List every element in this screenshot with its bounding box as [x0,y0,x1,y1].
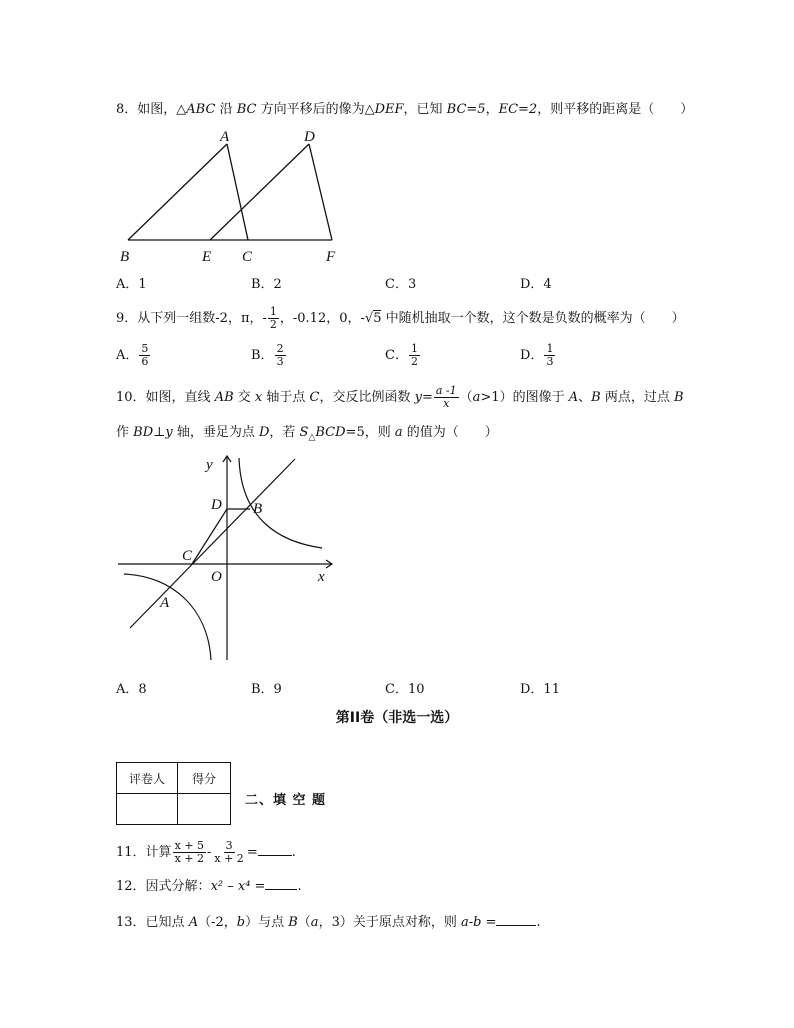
q8-option-b[interactable]: B．2 [251,277,282,292]
q11-equals: = [246,845,258,860]
q11-text: 计算 [145,845,172,860]
q13-text: ）与点 [245,915,289,930]
q10-text: =5，则 [345,425,395,440]
q13-expression: a-b [460,915,482,930]
score-table [116,762,231,825]
option-fraction [139,343,150,368]
fraction-denominator: 6 [141,355,149,368]
q10-line-ab [130,459,295,628]
q9-option-b[interactable] [251,343,287,368]
fraction-numerator: 1 [410,342,418,355]
q10-area-subscript: △ [308,432,316,443]
fraction-numerator: 1 [269,305,277,318]
q13-equals: = [481,915,497,930]
q10-label-c: C [182,548,193,564]
q9-text: ，-0.12，0，- [279,311,365,326]
q8-label-f: F [326,249,336,265]
option-fraction [409,343,420,368]
q10-label-d: D [211,497,222,513]
q8-text: 沿 [215,102,237,117]
q9-option-d[interactable] [520,343,556,368]
q10-hyperbola-branch-2 [124,574,211,660]
score-table-cell-score[interactable] [178,794,231,825]
q10-segment-bd: BD⊥ [133,425,166,440]
q10-option-c[interactable]: C．10 [385,682,425,697]
q10-text: 轴，垂足为点 [172,425,259,440]
q10-number: 10． [116,390,146,405]
option-label: B． [251,348,274,363]
q9-number: 9． [116,311,138,326]
q8-label-b: B [120,249,130,265]
option-label: C． [385,348,408,363]
q8-option-a[interactable]: A．1 [116,277,147,292]
q10-var-a: a [472,390,481,405]
q8-label-c: C [242,249,253,265]
q10-text: 轴于点 [262,390,310,405]
q13-number: 13． [116,915,146,930]
q8-side-bc: BC [236,102,257,117]
q8-label-e: E [202,249,212,265]
q10-line-ab: AB [214,390,234,405]
q10-label-a: A [160,595,170,611]
q10-point-b: B [591,390,601,405]
score-table-header-grader: 评卷人 [117,763,178,794]
q11-stem [116,840,296,865]
option-fraction [544,343,555,368]
q13-text: （-2， [198,915,237,930]
q10-label-b: B [253,501,263,517]
q13-text: ，3）关于原点对称，则 [318,915,461,930]
q10-text: 两点，过点 [600,390,674,405]
q8-label-a: A [220,129,230,145]
section-title: 第II卷（非选一选） [335,710,459,726]
q10-text: ，交反比例函数 [319,390,415,405]
q10-text: 的值为（ ） [402,425,498,440]
q9-text: 从下列一组数-2，π，- [137,311,267,326]
fraction-numerator: x + 5 [174,839,204,852]
q13-var-b: b [236,915,246,930]
sqrt-icon: √ [364,311,374,326]
q13-var-a: a [310,915,319,930]
q10-text: （ [459,390,473,405]
fraction-denominator: x [443,397,450,410]
q10-func-y: y [414,390,422,405]
q10-text: 如图，直线 [145,390,215,405]
q8-text: 如图， [137,102,177,117]
q9-fraction-half [268,306,279,331]
fraction-denominator: 2 [410,355,418,368]
q13-text: （ [297,915,311,930]
q9-sqrt-argument: 5 [373,311,382,326]
fraction-numerator: 5 [141,342,149,355]
q10-point-b: B [673,390,684,405]
part-title: 二、填 空 题 [245,793,327,808]
q13-text: 已知点 [145,915,189,930]
q8-given-ec: EC=2 [498,102,538,117]
q10-text: 交 [233,390,255,405]
q12-number: 12． [116,879,146,894]
q10-axis-x: x [254,390,263,405]
q11-fraction-1 [173,840,206,865]
q8-segment-ba [128,144,227,240]
q11-minus: - [206,845,212,860]
q13-answer-blank[interactable] [496,913,536,926]
q11-period: . [291,845,296,860]
q12-period: . [297,879,302,894]
q9-stem [116,306,685,331]
q8-label-d: D [304,129,315,145]
q10-point-c: C [309,390,320,405]
q10-stem-line1 [116,385,684,410]
q12-stem [116,877,302,896]
option-label: D． [520,348,544,363]
q8-number: 8． [116,102,138,117]
q13-point-a: A [188,915,199,930]
fraction-numerator: 1 [546,342,554,355]
q9-option-a[interactable] [116,343,151,368]
q8-text: ，已知 [403,102,447,117]
q12-text: 因式分解： [145,879,211,894]
fraction-denominator: 3 [276,355,284,368]
option-label: A． [116,348,139,363]
q10-text: 、 [578,390,592,405]
q10-figure [110,450,340,664]
q13-stem [116,913,541,932]
q8-segment-ac [227,144,248,240]
q11-fraction-2 [212,840,245,865]
q10-triangle-bcd: BCD [315,425,346,440]
q13-point-b: B [288,915,298,930]
q10-equals: = [421,390,433,405]
fraction-denominator: 2 [269,318,277,331]
q10-var-a: a [394,425,403,440]
q13-period: . [536,915,541,930]
fraction-numerator: 3 [225,839,233,852]
q8-stem [116,101,693,119]
fraction-numerator: 2 [276,342,284,355]
q9-text: 中随机抽取一个数，这个数是负数的概率为（ ） [381,311,685,326]
q10-segment-cd [192,509,227,564]
q8-segment-df [309,144,332,240]
q10-label-y: y [206,457,213,473]
fraction-denominator: x + 2 [174,852,204,865]
q10-text: 作 [116,425,134,440]
q10-stem-line2 [116,424,498,447]
q10-option-a[interactable]: A．8 [116,682,147,697]
q10-axis-y: y [165,425,173,440]
q8-text: ， [485,102,499,117]
q11-answer-blank[interactable] [258,843,292,856]
q8-triangle-def: △DEF [364,102,404,117]
q10-func-fraction [434,385,459,410]
q10-area-symbol: S [299,425,309,440]
q10-point-a: A [568,390,579,405]
fraction-denominator: x + 2 [214,852,244,865]
q11-number: 11． [116,845,146,860]
q8-text: ，则平移的距离是（ ） [537,102,694,117]
score-table-header-score: 得分 [178,763,231,794]
q10-label-x: x [318,569,325,585]
q10-option-d[interactable]: D．11 [520,682,560,697]
q12-answer-blank[interactable] [265,877,297,890]
q8-figure [110,124,350,266]
q10-text: ，若 [269,425,300,440]
option-fraction [275,343,286,368]
q10-label-o: O [211,569,222,585]
q8-option-c[interactable]: C．3 [385,277,417,292]
q8-triangle-abc: △ABC [176,102,216,117]
q9-option-c[interactable] [385,343,421,368]
fraction-denominator: 3 [546,355,554,368]
q8-option-d[interactable]: D．4 [520,277,552,292]
fraction-numerator: a -1 [435,384,457,397]
q12-expression: x² – x⁴ = [210,879,266,894]
q10-text: >1）的图像于 [480,390,569,405]
score-table-cell-grader[interactable] [117,794,178,825]
q8-segment-ed [210,144,309,240]
q10-option-b[interactable]: B．9 [251,682,282,697]
q8-given-bc: BC=5 [446,102,486,117]
q10-point-d: D [258,425,270,440]
q8-text: 方向平移后的像为 [256,102,365,117]
